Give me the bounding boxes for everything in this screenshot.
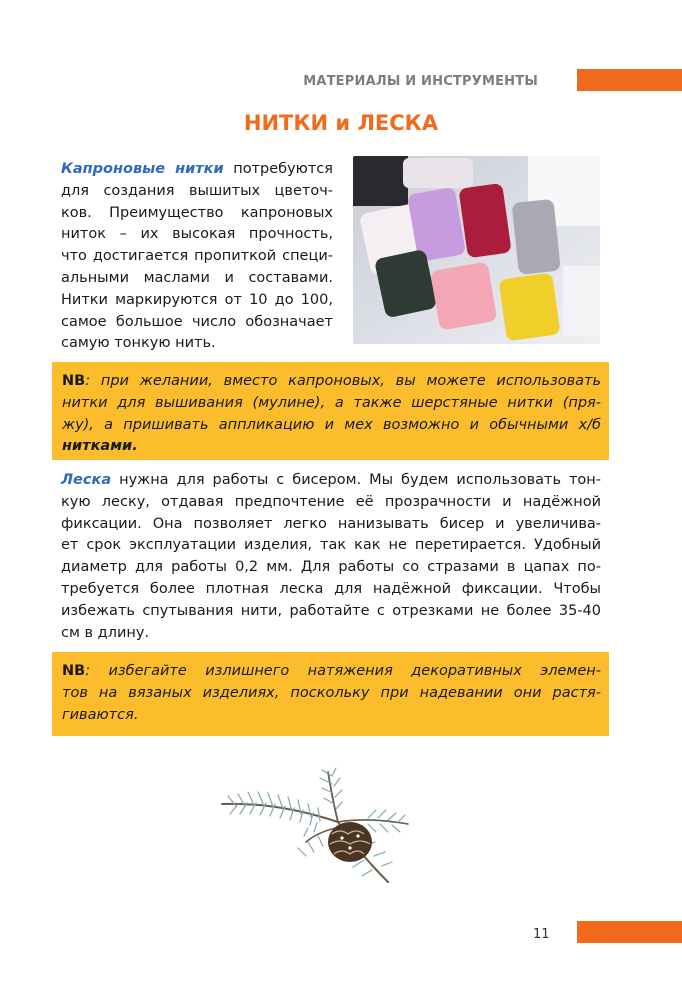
thread-keyword: Капроновые нитки: [61, 161, 224, 177]
thread-line: ниток – их высокая прочность,: [61, 226, 333, 243]
note-line: тов на вязаных изделиях, поскольку при надевании они растя-: [62, 684, 601, 701]
note-line-1: NB: при желании, вместо капроновых, вы можете использовать: [62, 373, 601, 389]
note-line: нитки для вышивания (мулине), а также шерстяные нитки (пря-: [62, 394, 601, 411]
fishing-line-paragraph: [61, 470, 601, 644]
fishing-line-keyword: Леска: [61, 472, 112, 488]
fishing-line-line: см в длину.: [61, 624, 150, 641]
thread-line: самую тонкую нить.: [61, 335, 216, 352]
note-line-1: NB: избегайте излишнего натяжения декоративных элемен-: [62, 663, 601, 679]
fishing-line-line-1: Леска нужна для работы с бисером. Мы будем использовать тон-: [61, 472, 601, 488]
fishing-line-line: ет срок эксплуатации изделия, так как не перетирается. Удобный: [61, 537, 601, 554]
note-box-threads: [52, 362, 609, 460]
footer-accent-bar: [577, 921, 682, 943]
nb-label: NB: [62, 373, 86, 389]
thread-paragraph: [61, 159, 333, 355]
page-number: 11: [533, 927, 550, 942]
pine-branch-illustration: [218, 762, 424, 894]
note-line: жу), а пришивать аппликацию и мех возможно и обычными х/б: [62, 416, 601, 433]
note-line-bold: нитками.: [62, 438, 138, 455]
page-title: НИТКИ и ЛЕСКА: [243, 111, 439, 135]
section-header: МАТЕРИАЛЫ И ИНСТРУМЕНТЫ: [303, 74, 538, 89]
nb-label: NB: [62, 663, 86, 679]
thread-spools-photo: [353, 156, 600, 344]
fishing-line-line: диаметр для работы 0,2 мм. Для работы со стразами в цапах по-: [61, 559, 601, 576]
thread-line-1: Капроновые нитки потребуются: [61, 161, 334, 177]
thread-line: что достигается пропиткой специ-: [61, 248, 333, 265]
note-line: гиваются.: [62, 706, 139, 723]
fishing-line-line: фиксации. Она позволяет легко нанизывать бисер и увеличива-: [61, 515, 601, 532]
fishing-line-line: требуется более плотная леска для надёжной фиксации. Чтобы: [61, 580, 601, 597]
thread-line: ков. Преимущество капроновых: [61, 204, 333, 221]
fishing-line-line: избежать спутывания нити, работайте с отрезками не более 35-40: [61, 602, 601, 619]
thread-line: для создания вышитых цветоч-: [61, 182, 333, 199]
thread-line: альными маслами и составами.: [61, 269, 333, 286]
thread-line: Нитки маркируются от 10 до 100,: [61, 291, 333, 308]
thread-line: самое большое число обозначает: [61, 313, 333, 330]
fishing-line-line: кую леску, отдавая предпочтение её прозрачности и надёжной: [61, 493, 601, 510]
header-accent-bar: [577, 69, 682, 91]
note-box-fishing-line: [52, 652, 609, 736]
